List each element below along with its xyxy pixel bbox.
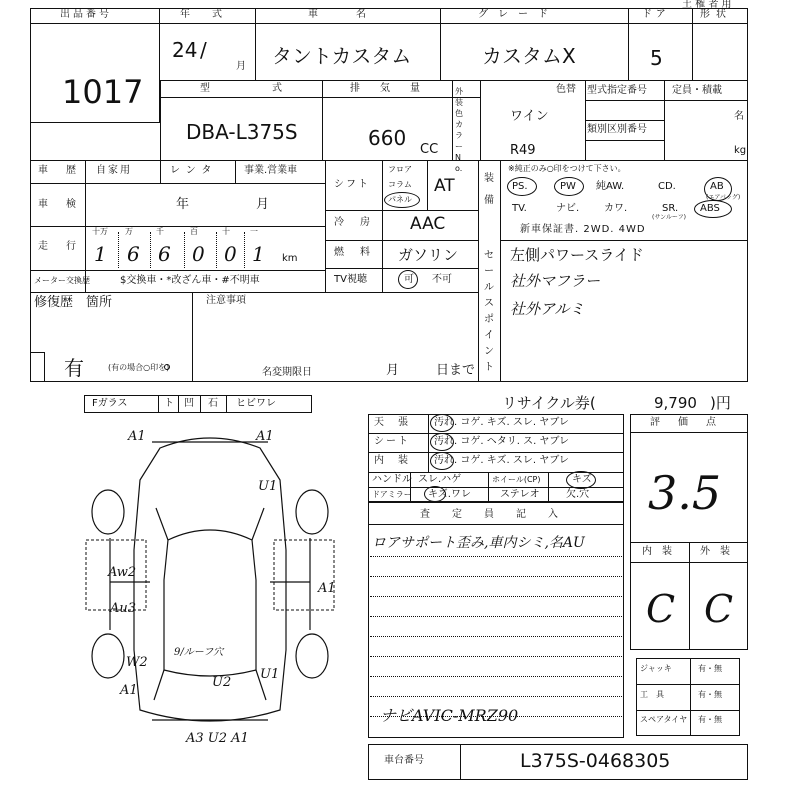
capacity-label: 定員・積載 [672, 85, 722, 96]
tv-yes: 可 [404, 274, 414, 285]
inspector-ruled-line [370, 656, 622, 657]
mark-roof-note: 9/ルーフ穴 [174, 647, 224, 658]
handle-label: ハンドル [372, 474, 412, 485]
handle-options: スレ.ハゲ [418, 474, 462, 485]
equip-aw: 純AW. [596, 181, 625, 192]
mark-bottom: A3 U2 A1 [186, 731, 249, 746]
score-value: 3.5 [648, 466, 722, 520]
inspector-ruled-line [370, 696, 622, 697]
fuel-label: 燃 料 [334, 247, 373, 258]
tv-label: TV視聴 [334, 274, 367, 285]
repair-label: 修復歴 箇所 [34, 295, 113, 310]
lot-number: 1017 [62, 73, 144, 111]
interior-score-label: 内 装 [642, 546, 672, 557]
fuel-value: ガソリン [398, 246, 459, 264]
shape-label: 形状 [700, 9, 732, 20]
equip-sr-sub: (サンルーフ) [652, 214, 686, 221]
repair-value: 有 [64, 356, 84, 380]
glass-f: Fガラス [92, 398, 128, 409]
ab-circle [704, 177, 732, 201]
displacement-label: 排 気 量 [350, 83, 425, 94]
sales-point-3: 社外アルミ [510, 300, 585, 318]
wheel-circle [566, 471, 596, 489]
glass-dent: 凹 [184, 398, 194, 409]
sales-point-1: 左側パワースライド [510, 246, 644, 264]
lot-number-label: 出品番号 [60, 9, 112, 20]
repair-dot [164, 364, 170, 370]
mark-front-right: A1 [256, 429, 274, 444]
mileage-divider [244, 232, 245, 268]
interior-score: C [646, 587, 676, 631]
inspector-ruled-line [370, 576, 622, 577]
equip-row3: 新車保証書. 2WD. 4WD [520, 224, 646, 235]
stereo-options: 欠.穴 [566, 489, 590, 500]
wheel-value: キズ [572, 474, 592, 485]
history-option-rental: レンタ [170, 165, 218, 176]
ac-label: 冷 房 [334, 217, 373, 228]
deadline-month: 月 [386, 363, 400, 378]
equip-ps: PS. [512, 181, 528, 192]
mirror-circle [424, 486, 446, 502]
mark-right-side: A1 [318, 581, 336, 596]
interior-row-options: 汚れ. コゲ. ヘタリ. ス. ヤブレ [434, 436, 570, 447]
score-label: 評 価 点 [650, 417, 720, 428]
year-label: 年 式 [180, 9, 228, 20]
mark-rear-center: U2 [212, 675, 232, 690]
mileage-unit-label: 十万 [92, 227, 108, 236]
interior-row-options: 汚れ. コゲ. キズ. スレ. ヤブレ [434, 455, 569, 466]
inspection-year: 年 [176, 197, 190, 212]
mileage-divider [118, 232, 119, 268]
chassis-label: 車台番号 [384, 755, 424, 766]
interior-row-label: 天 張 [374, 417, 410, 428]
mark-rear-left-1: W2 [126, 655, 148, 670]
mileage-unit-label: 万 [125, 227, 133, 236]
inspector-label: 査 定 員 記 入 [420, 509, 564, 520]
cc-unit: CC [420, 142, 439, 157]
tool-label: ジャッキ [640, 664, 672, 673]
inspection-month: 月 [256, 197, 270, 212]
equip-ab-sub: (エアバッグ) [706, 194, 741, 201]
recycle-suffix: )円 [710, 394, 731, 412]
kg-unit: kg [734, 145, 747, 156]
tool-label: 工 具 [640, 690, 664, 699]
equipment-note: ※純正のみ○印をつけて下さい。 [508, 164, 626, 173]
grade: カスタムX [482, 44, 576, 68]
history-label: 車 歴 [38, 165, 80, 176]
car-name: タントカスタム [272, 44, 412, 68]
year-slash: / [200, 38, 207, 62]
abs-circle [694, 200, 732, 218]
deadline-label: 名変期限日 [262, 367, 312, 378]
inspector-ruled-line [370, 556, 622, 557]
stain-circle [430, 433, 454, 451]
tool-value: 有・無 [698, 715, 722, 724]
mileage-digit: 1 [94, 242, 107, 266]
inspector-ruled-line [370, 636, 622, 637]
inspector-ruled-line [370, 676, 622, 677]
inspector-ruled-line [370, 596, 622, 597]
shift-value: AT [434, 176, 455, 196]
interior-row-label: シート [374, 436, 410, 447]
interior-row-label: 内 装 [374, 455, 410, 466]
mileage-digit: 6 [158, 242, 171, 266]
tool-label: スペアタイヤ [640, 715, 688, 724]
tool-value: 有・無 [698, 690, 722, 699]
year-value: 24 [172, 38, 198, 62]
wheel-label: ホイール(CP) [492, 475, 541, 484]
tv-no: 不可 [432, 274, 452, 285]
type-designation-label: 型式指定番号 [587, 85, 647, 96]
equipment-label: 装備 [484, 173, 494, 206]
mileage-divider [216, 232, 217, 268]
deadline-day: 日まで [436, 363, 476, 378]
interior-row-options: 汚れ. コゲ. キズ. スレ. ヤブレ [434, 417, 569, 428]
doors: 5 [650, 46, 663, 70]
stereo-label: ステレオ [500, 489, 540, 500]
inspector-line-2: ナビAVIC-MRZ90 [380, 706, 519, 725]
mileage-unit-label: 百 [190, 227, 198, 236]
equip-tv: TV. [512, 203, 527, 214]
equip-navi: ナビ. [556, 203, 580, 214]
glass-stone: 石 [208, 398, 218, 409]
chassis-value: L375S-0468305 [520, 750, 671, 772]
stain-circle [430, 414, 454, 432]
shift-panel: パネル [388, 195, 412, 204]
mark-left-side-1: Aw2 [108, 565, 137, 580]
inspection-label: 車 検 [38, 199, 80, 210]
glass-to: ト [164, 398, 174, 409]
mark-rear-left-2: A1 [120, 683, 138, 698]
displacement: 660 [368, 126, 407, 150]
history-option-private: 自家用 [96, 165, 132, 176]
sales-points-label: セールスポイント [484, 250, 494, 373]
meter-label: メーター交換歴 [34, 276, 90, 285]
mileage-unit-label: 千 [156, 227, 164, 236]
tv-yes-circle [398, 270, 418, 289]
equip-cd: CD. [658, 181, 676, 192]
glass-crack: ヒビワレ [236, 398, 276, 409]
equip-leather: カワ. [604, 203, 628, 214]
model-code: DBA-L375S [186, 120, 298, 144]
exterior-score: C [704, 587, 734, 631]
exterior-color-label: 外装色カラーNo. [455, 87, 463, 173]
mileage-unit-label: 一 [250, 227, 258, 236]
shift-column: コラム [388, 180, 412, 189]
mileage-digit: 0 [192, 242, 205, 266]
mileage-divider [184, 232, 185, 268]
equip-abs: ABS [700, 203, 720, 214]
mark-front-left: A1 [128, 429, 146, 444]
top-right-note: 土 権 者 用 [682, 0, 732, 10]
exterior-score-label: 外 装 [700, 546, 730, 557]
color-no: R49 [510, 143, 536, 158]
mileage-digit: 6 [127, 242, 140, 266]
model-label: 型 式 [200, 83, 296, 94]
shift-floor: フロア [388, 165, 412, 174]
sales-point-2: 社外マフラー [510, 272, 601, 290]
equip-pw: PW [560, 181, 576, 192]
class-label: 類別区別番号 [587, 124, 647, 135]
color-name: ワイン [510, 109, 549, 124]
inspector-ruled-line [370, 616, 622, 617]
mileage-label: 走 行 [38, 241, 80, 252]
stain-circle [430, 452, 454, 470]
mileage-unit-label: 十 [222, 227, 230, 236]
doors-label: ドア [642, 9, 670, 20]
mileage-digit: 1 [252, 242, 265, 266]
mileage-digit: 0 [224, 242, 237, 266]
grade-label: グレード [478, 9, 558, 20]
equip-sr: SR. [662, 203, 679, 214]
history-option-business: 事業.営業車 [244, 165, 298, 176]
recycle-label: リサイクル券( [502, 394, 596, 412]
ac-value: AAC [410, 214, 446, 234]
inspector-line-1: ロアサポート歪み,車内シミ,名AU [372, 535, 585, 551]
ps-circle [507, 177, 537, 196]
tool-value: 有・無 [698, 664, 722, 673]
persons-unit: 名 [734, 111, 744, 122]
shift-panel-circle [384, 192, 420, 208]
caution-label: 注意事項 [206, 295, 246, 306]
repair-note: (有の場合○印を) [108, 363, 170, 372]
mark-rear-right: U1 [260, 667, 280, 682]
meter-options: $交換車・*改ざん車・#不明車 [120, 275, 260, 286]
car-diagram [80, 420, 340, 750]
color-change-label: 色替 [556, 84, 576, 95]
equip-ab: AB [710, 181, 724, 192]
mark-left-side-2: Au3 [110, 601, 137, 616]
car-name-label: 車 名 [308, 9, 372, 20]
recycle-amount: 9,790 [654, 394, 697, 412]
mirror-options: キズ.ワレ [428, 489, 471, 500]
pw-circle [554, 177, 584, 196]
mark-right-front: U1 [258, 479, 278, 494]
mirror-label: ドアミラー [372, 490, 412, 499]
mileage-divider [150, 232, 151, 268]
mileage-unit: km [282, 253, 298, 264]
month-suffix: 月 [236, 61, 246, 72]
shift-label: シフト [334, 179, 370, 190]
